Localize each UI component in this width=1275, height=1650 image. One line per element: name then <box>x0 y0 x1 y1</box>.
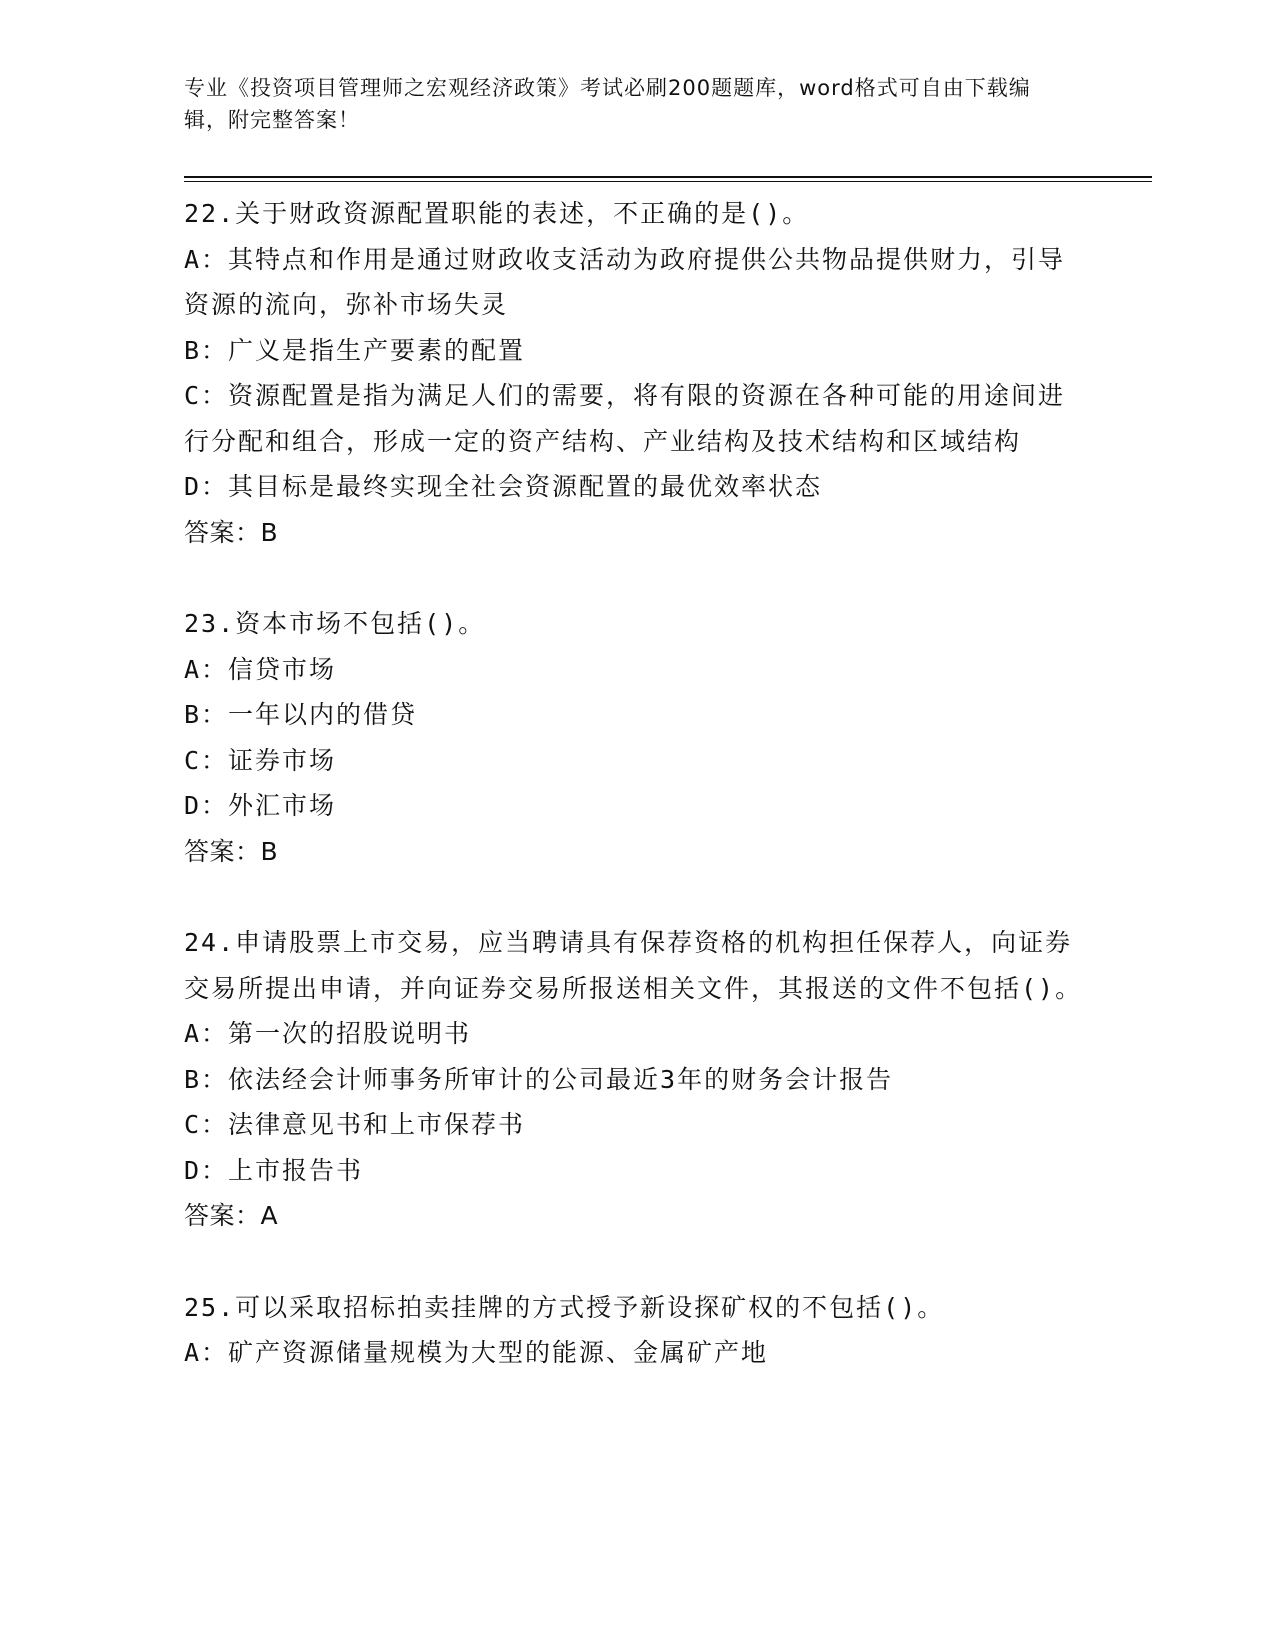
question-25 <box>184 1285 1084 1376</box>
header-rule-thick <box>184 176 1152 178</box>
option-d: D：其目标是最终实现全社会资源配置的最优效率状态 <box>184 472 823 501</box>
option-d: D：上市报告书 <box>184 1155 364 1185</box>
question-24 <box>184 920 1084 1239</box>
question-stem: 24.申请股票上市交易，应当聘请具有保荐资格的机构担任保荐人，向证券交易所提出申请，并向证券交易所报送相关文件，其报送的文件不包括()。 <box>184 928 1083 1003</box>
answer-label: 答案：B <box>184 836 279 866</box>
question-list <box>184 191 1084 1422</box>
option-c: C：法律意见书和上市保荐书 <box>184 1110 526 1139</box>
question-22 <box>184 191 1084 555</box>
option-b: B：广义是指生产要素的配置 <box>184 335 526 365</box>
question-stem: 25.可以采取招标拍卖挂牌的方式授予新设探矿权的不包括()。 <box>184 1292 945 1322</box>
option-a: A：其特点和作用是通过财政收支活动为政府提供公共物品提供财力，引导资源的流向，弥补市场失灵 <box>184 244 1066 319</box>
question-23 <box>184 601 1084 874</box>
option-c: C：资源配置是指为满足人们的需要，将有限的资源在各种可能的用途间进行分配和组合，形成一定的资产结构、产业结构及技术结构和区域结构 <box>184 381 1066 456</box>
header-rule-thin <box>184 181 1152 182</box>
option-b: B：一年以内的借贷 <box>184 700 418 729</box>
document-header: 专业《投资项目管理师之宏观经济政策》考试必刷200题题库，word格式可自由下载编辑，附完整答案！ <box>184 76 1031 132</box>
option-d: D：外汇市场 <box>184 791 337 820</box>
answer-label: 答案：B <box>184 517 279 547</box>
option-b: B：依法经会计师事务所审计的公司最近3年的财务会计报告 <box>184 1064 894 1094</box>
option-a: A：信贷市场 <box>184 654 337 684</box>
option-a: A：矿产资源储量规模为大型的能源、金属矿产地 <box>184 1338 769 1367</box>
option-a: A：第一次的招股说明书 <box>184 1019 472 1048</box>
question-stem: 23.资本市场不包括()。 <box>184 609 486 638</box>
option-c: C：证券市场 <box>184 745 337 775</box>
answer-label: 答案：A <box>184 1201 279 1230</box>
question-stem: 22.关于财政资源配置职能的表述，不正确的是()。 <box>184 199 810 228</box>
